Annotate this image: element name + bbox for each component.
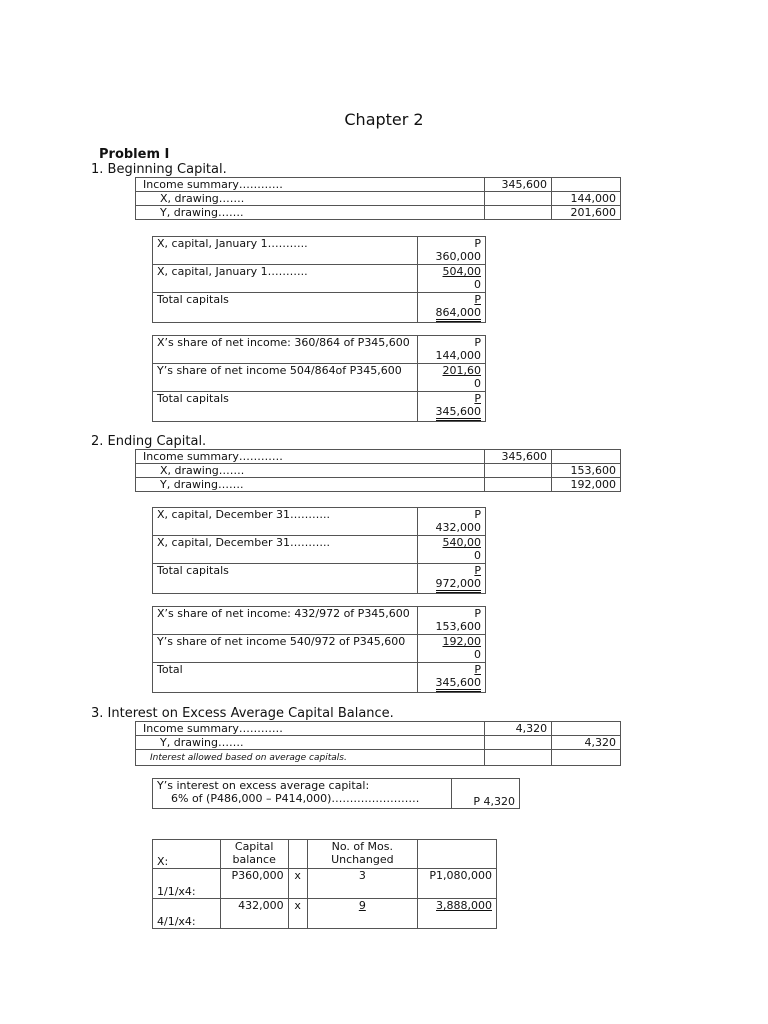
interest-line-1: Y’s interest on excess average capital:	[157, 779, 370, 792]
capital-amount	[418, 293, 486, 323]
table-row	[153, 663, 486, 693]
row-product: P1,080,000	[418, 869, 497, 899]
months-value: 9	[358, 899, 366, 912]
share-label: X’s share of net income: 432/972 of P345,600	[153, 607, 418, 635]
amount-value: 345,600	[436, 405, 482, 421]
capital-amount	[418, 508, 486, 536]
amount-prefix: P	[474, 564, 481, 577]
s2-share-table	[152, 606, 486, 693]
table-row	[136, 478, 621, 492]
table-row	[153, 508, 486, 536]
row-product	[418, 899, 497, 929]
s1-capital-table	[152, 236, 486, 323]
capital-amount	[418, 265, 486, 293]
table-row	[153, 336, 486, 364]
s3-journal-table	[135, 721, 621, 766]
table-row	[153, 899, 497, 929]
s2-journal-table	[135, 449, 621, 492]
amount-value: 0	[474, 549, 481, 562]
problem-title: Problem I	[99, 147, 170, 162]
journal-credit: 192,000	[552, 478, 621, 492]
header-blank	[288, 840, 307, 869]
capital-label: Total capitals	[153, 564, 418, 594]
table-row	[136, 722, 621, 736]
journal-credit	[552, 450, 621, 464]
capital-label: Total capitals	[153, 293, 418, 323]
share-label: Total	[153, 663, 418, 693]
amount-prefix: P	[474, 336, 481, 349]
journal-debit	[485, 736, 552, 750]
amount-prefix: 192,00	[442, 635, 481, 648]
journal-debit	[485, 206, 552, 220]
s2-capital-table	[152, 507, 486, 594]
row-months	[307, 899, 417, 929]
journal-explanation	[136, 750, 485, 766]
table-row	[153, 265, 486, 293]
table-row	[153, 536, 486, 564]
amount-value: 0	[474, 377, 481, 390]
journal-label: Income summary…………	[136, 178, 485, 192]
table-row	[153, 364, 486, 392]
amount-prefix: P	[474, 392, 481, 405]
table-row	[153, 607, 486, 635]
share-label: Y’s share of net income 540/972 of P345,600	[153, 635, 418, 663]
journal-debit	[485, 192, 552, 206]
table-row	[153, 869, 497, 899]
journal-label: Y, drawing…….	[136, 478, 485, 492]
table-row	[136, 736, 621, 750]
table-row	[153, 779, 520, 809]
journal-credit: 201,600	[552, 206, 621, 220]
journal-label: Y, drawing…….	[136, 736, 485, 750]
journal-credit: 144,000	[552, 192, 621, 206]
amount-prefix: P	[474, 607, 481, 620]
journal-label: X, drawing…….	[136, 464, 485, 478]
share-amount	[418, 635, 486, 663]
share-amount	[418, 607, 486, 635]
journal-credit	[552, 722, 621, 736]
table-row	[153, 293, 486, 323]
s3-interest-table	[152, 778, 520, 809]
journal-debit: 345,600	[485, 178, 552, 192]
product-value: 3,888,000	[436, 899, 492, 912]
table-row	[136, 464, 621, 478]
amount-prefix: 201,60	[442, 364, 481, 377]
capital-label: X, capital, January 1………..	[153, 237, 418, 265]
chapter-title: Chapter 2	[344, 110, 424, 129]
table-row	[136, 192, 621, 206]
table-row	[153, 635, 486, 663]
amount-value: 0	[474, 648, 481, 661]
amount-prefix: P	[474, 663, 481, 676]
row-date: 1/1/x4:	[153, 869, 221, 899]
section-2-heading: 2. Ending Capital.	[91, 434, 207, 449]
share-label: Y’s share of net income 504/864of P345,600	[153, 364, 418, 392]
amount-prefix: 504,00	[442, 265, 481, 278]
s1-share-table	[152, 335, 486, 422]
table-row	[136, 206, 621, 220]
row-times: x	[288, 899, 307, 929]
journal-debit	[485, 478, 552, 492]
amount-value: 864,000	[436, 306, 482, 322]
share-amount	[418, 364, 486, 392]
row-balance: P360,000	[220, 869, 288, 899]
header-blank	[418, 840, 497, 869]
amount-value: 345,600	[436, 676, 482, 692]
amount-prefix: P	[474, 237, 481, 250]
share-amount	[418, 663, 486, 693]
row-balance: 432,000	[220, 899, 288, 929]
row-months: 3	[307, 869, 417, 899]
amount-value: 360,000	[435, 250, 481, 263]
s1-journal-table	[135, 177, 621, 220]
amount-prefix: P	[474, 293, 481, 306]
header-months: No. of Mos. Unchanged	[307, 840, 417, 869]
amount-value: 972,000	[436, 577, 482, 593]
journal-label: Income summary…………	[136, 450, 485, 464]
journal-debit	[485, 464, 552, 478]
journal-debit: 4,320	[485, 722, 552, 736]
amount-value: 0	[474, 278, 481, 291]
header-capital-balance: Capital balance	[220, 840, 288, 869]
capital-amount	[418, 536, 486, 564]
capital-label: X, capital, January 1………..	[153, 265, 418, 293]
journal-credit	[552, 178, 621, 192]
journal-label: Income summary…………	[136, 722, 485, 736]
journal-debit: 345,600	[485, 450, 552, 464]
header-x: X:	[153, 840, 221, 869]
interest-line-2: 6% of (P486,000 – P414,000)……………………	[171, 792, 420, 805]
capital-amount	[418, 564, 486, 594]
section-3-heading: 3. Interest on Excess Average Capital Balance.	[91, 706, 394, 721]
table-row	[153, 237, 486, 265]
share-amount	[418, 392, 486, 422]
journal-credit	[552, 750, 621, 766]
capital-label: X, capital, December 31………..	[153, 508, 418, 536]
table-row	[136, 450, 621, 464]
table-row	[136, 750, 621, 766]
amount-prefix: P	[474, 508, 481, 521]
amount-prefix: 540,00	[442, 536, 481, 549]
journal-credit: 4,320	[552, 736, 621, 750]
share-amount	[418, 336, 486, 364]
journal-label: Y, drawing…….	[136, 206, 485, 220]
table-row	[136, 178, 621, 192]
table-row	[153, 564, 486, 594]
capital-label: X, capital, December 31………..	[153, 536, 418, 564]
section-1-heading: 1. Beginning Capital.	[91, 162, 227, 177]
journal-debit	[485, 750, 552, 766]
share-label: X’s share of net income: 360/864 of P345,600	[153, 336, 418, 364]
table-row	[153, 840, 497, 869]
amount-value: 432,000	[435, 521, 481, 534]
amount-value: 153,600	[435, 620, 481, 633]
s3-average-capital-table	[152, 839, 497, 929]
journal-label: X, drawing…….	[136, 192, 485, 206]
table-row	[153, 392, 486, 422]
amount-value: 144,000	[435, 349, 481, 362]
row-date: 4/1/x4:	[153, 899, 221, 929]
capital-amount	[418, 237, 486, 265]
interest-amount: P 4,320	[452, 779, 520, 809]
row-times: x	[288, 869, 307, 899]
interest-label	[153, 779, 452, 809]
explanation-text: Interest allowed based on average capitals.	[150, 753, 347, 763]
share-label: Total capitals	[153, 392, 418, 422]
journal-credit: 153,600	[552, 464, 621, 478]
